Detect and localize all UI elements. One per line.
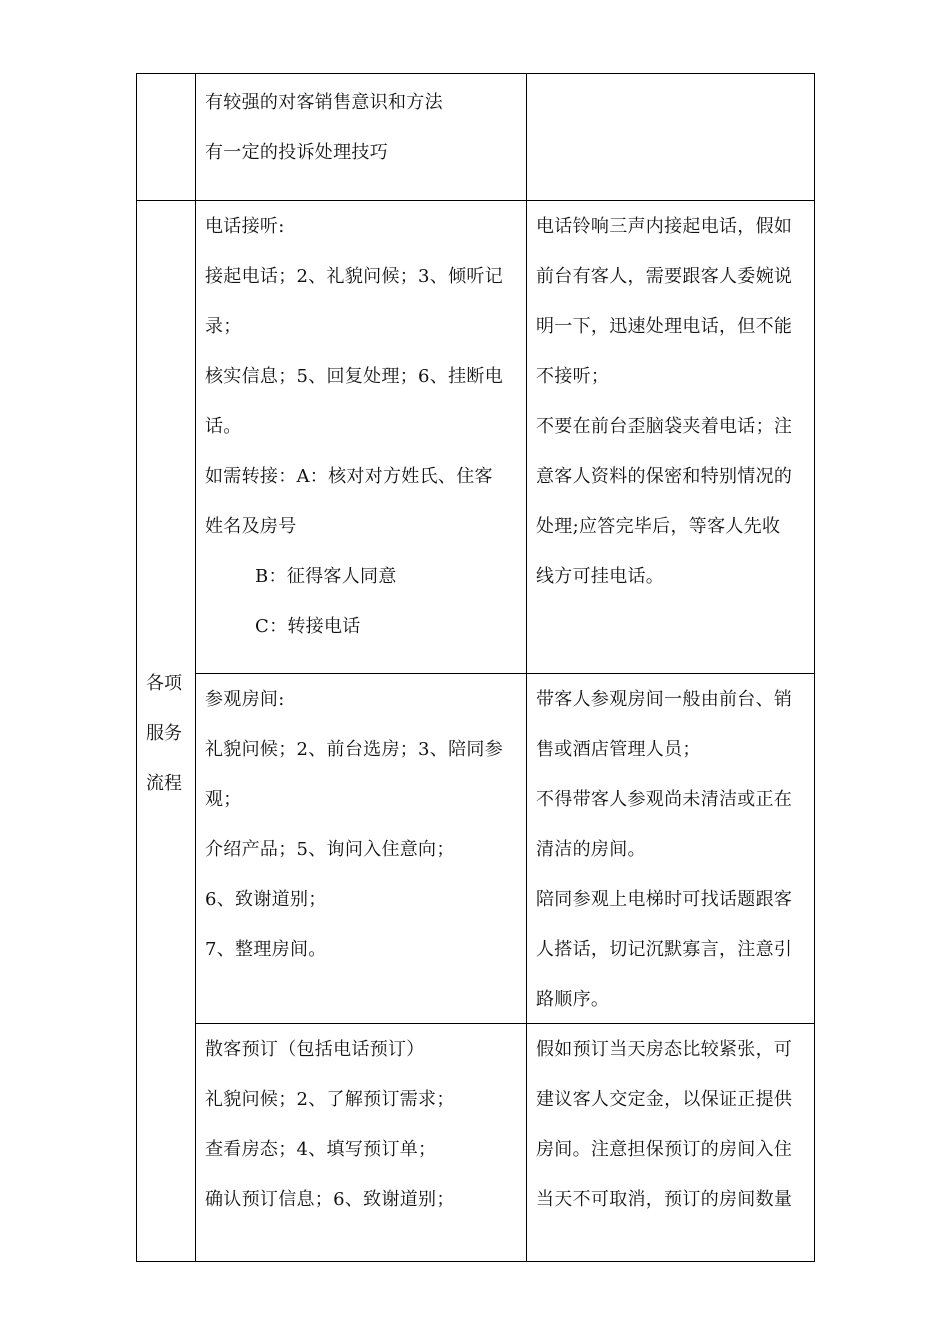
booking-notes-line: 假如预订当天房态比较紧张，可 — [536, 1039, 793, 1060]
visit-notes-line: 售或酒店管理人员； — [536, 739, 701, 760]
booking-notes-line: 房间。注意担保预订的房间入住 — [536, 1139, 793, 1160]
phone-procedure-cell — [205, 202, 503, 652]
phone-procedure-line: 如需转接：A：核对对方姓氏、住客 — [205, 466, 493, 487]
visit-procedure-line: 礼貌问候；2、前台选房；3、陪同参 — [205, 739, 504, 760]
booking-notes-cell — [536, 1025, 792, 1225]
visit-procedure-line: 观； — [205, 789, 242, 810]
booking-notes-line: 建议客人交定金，以保证正提供 — [536, 1089, 793, 1110]
visit-procedure-line: 7、整理房间。 — [205, 939, 327, 960]
visit-procedure-line: 参观房间: — [205, 689, 285, 710]
phone-procedure-line: 电话接听: — [205, 216, 285, 237]
phone-notes-line: 明一下，迅速处理电话，但不能 — [536, 316, 793, 337]
phone-notes-line: 线方可挂电话。 — [536, 566, 665, 587]
visit-notes-line: 不得带客人参观尚未清洁或正在 — [536, 789, 793, 810]
visit-notes-line: 路顺序。 — [536, 989, 610, 1010]
skills-line: 有较强的对客销售意识和方法 — [205, 92, 443, 113]
section-label-line: 各项 — [146, 673, 182, 694]
phone-procedure-line: C：转接电话 — [255, 616, 361, 637]
section-label-line: 服务 — [146, 723, 182, 744]
visit-procedure-cell — [205, 675, 503, 975]
row-divider-1 — [137, 200, 814, 201]
phone-procedure-line: 核实信息；5、回复处理；6、挂断电 — [205, 366, 504, 387]
skills-cell — [205, 78, 443, 178]
visit-notes-cell — [536, 675, 792, 1025]
phone-procedure-line: 姓名及房号 — [205, 516, 297, 537]
visit-notes-line: 陪同参观上电梯时可找话题跟客 — [536, 889, 793, 910]
booking-procedure-cell — [205, 1025, 455, 1225]
section-label-line: 流程 — [146, 773, 182, 794]
phone-notes-line: 处理;应答完毕后，等客人先收 — [536, 516, 781, 537]
visit-notes-line: 人搭话，切记沉默寡言，注意引 — [536, 939, 793, 960]
booking-notes-line: 当天不可取消，预订的房间数量 — [536, 1189, 793, 1210]
phone-procedure-line: B：征得客人同意 — [255, 566, 397, 587]
booking-procedure-line: 礼貌问候；2、了解预订需求； — [205, 1089, 455, 1110]
row-divider-2 — [195, 673, 814, 674]
visit-procedure-line: 6、致谢道别； — [205, 889, 327, 910]
phone-notes-line: 不要在前台歪脑袋夹着电话；注 — [536, 416, 793, 437]
column-divider-2 — [526, 74, 527, 1261]
booking-procedure-line: 查看房态；4、填写预订单； — [205, 1139, 437, 1160]
skills-line: 有一定的投诉处理技巧 — [205, 142, 388, 163]
phone-procedure-line: 话。 — [205, 416, 242, 437]
procedure-table — [136, 73, 815, 1262]
phone-notes-line: 意客人资料的保密和特别情况的 — [536, 466, 793, 487]
phone-notes-line: 电话铃响三声内接起电话，假如 — [536, 216, 793, 237]
phone-notes-cell — [536, 202, 792, 602]
column-divider-1 — [195, 74, 196, 1261]
phone-procedure-line: 录； — [205, 316, 242, 337]
visit-procedure-line: 介绍产品；5、询问入住意向； — [205, 839, 455, 860]
phone-procedure-line: 接起电话；2、礼貌问候；3、倾听记 — [205, 266, 504, 287]
phone-notes-line: 不接听； — [536, 366, 610, 387]
booking-procedure-line: 散客预订（包括电话预订） — [205, 1039, 425, 1060]
visit-notes-line: 带客人参观房间一般由前台、销 — [536, 689, 793, 710]
phone-notes-line: 前台有客人，需要跟客人委婉说 — [536, 266, 793, 287]
section-label — [146, 659, 182, 809]
booking-procedure-line: 确认预订信息；6、致谢道别； — [205, 1189, 455, 1210]
visit-notes-line: 清洁的房间。 — [536, 839, 646, 860]
